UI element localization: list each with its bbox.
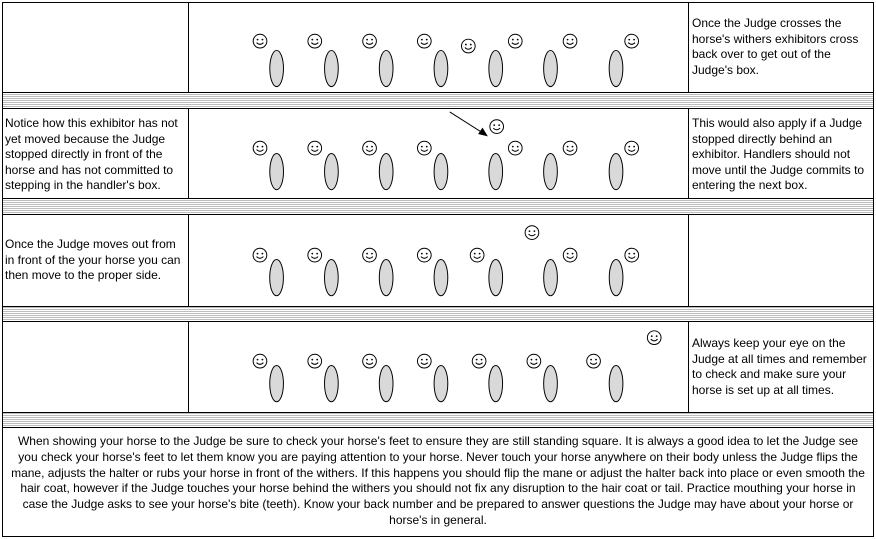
diagram-row-4 — [2, 321, 874, 413]
row-3-left-cell — [3, 215, 189, 306]
horse-icon — [270, 154, 284, 190]
row-2-diagram — [189, 109, 688, 198]
horse-icon — [489, 50, 503, 86]
row-separator — [2, 413, 874, 427]
handler-smiley-icon — [472, 354, 486, 368]
handler-smiley-icon — [563, 141, 577, 155]
row-3-diagram-svg — [189, 215, 688, 306]
row-2-diagram-svg — [189, 109, 688, 198]
horse-icon — [544, 50, 558, 86]
horse-icon — [609, 260, 623, 296]
handler-smiley-icon — [308, 141, 322, 155]
row-3-left-note: Once the Judge moves out from in front of the your horse you can then move to the proper side. — [5, 237, 181, 282]
row-4-left-cell — [3, 322, 189, 412]
handler-smiley-icon — [363, 34, 377, 48]
row-1-diagram — [189, 3, 688, 92]
horse-icon — [270, 260, 284, 296]
horse-icon — [609, 154, 623, 190]
horse-icon — [609, 50, 623, 86]
row-3-right-cell — [688, 215, 873, 306]
horse-icon — [379, 154, 393, 190]
horse-icon — [325, 260, 339, 296]
row-1-left-cell — [3, 3, 189, 92]
horse-icon — [434, 366, 448, 402]
row-separator — [2, 199, 874, 214]
row-2-left-cell — [3, 109, 189, 198]
horse-icon — [544, 260, 558, 296]
handler-smiley-icon — [417, 34, 431, 48]
handler-smiley-icon — [363, 141, 377, 155]
horse-icon — [379, 50, 393, 86]
handler-smiley-icon — [625, 141, 639, 155]
handler-smiley-icon — [470, 248, 484, 262]
bottom-note-box — [2, 427, 874, 537]
row-4-diagram-svg — [189, 322, 688, 412]
handler-smiley-icon — [253, 34, 267, 48]
row-4-diagram — [189, 322, 688, 412]
horse-icon — [609, 366, 623, 402]
horse-icon — [379, 260, 393, 296]
judge-smiley-icon — [461, 39, 475, 53]
horse-icon — [434, 260, 448, 296]
judge-smiley-icon — [647, 331, 661, 345]
row-1-right-cell — [688, 3, 873, 92]
handler-smiley-icon — [625, 34, 639, 48]
horse-icon — [379, 366, 393, 402]
row-1-diagram-svg — [189, 3, 688, 92]
horse-icon — [270, 50, 284, 86]
bottom-paragraph: When showing your horse to the Judge be sure to check your horse's feet to ensure they are still standing square. It is always a good idea to let the Judge see you check your horse's feet to let them know you are paying attention to your horse. Never touch your horse anywhere on their body unless the Judge flips the mane, adjusts the halter or rubs your horse in front of the withers. If this happens you should flip the mane or adjust the halter back into place or even smooth the hair coat, however if the Judge touches your horse behind the withers you should not fix any disruption to the hair coat or tail. Practice mouthing your horse in case the Judge asks to see your horse's bite (teeth). Know your back number and be prepared to answer questions the Judge may have about your horse or horse's in general. — [11, 434, 865, 527]
diagram-row-2 — [2, 108, 874, 199]
row-1-right-note: Once the Judge crosses the horse's withers exhibitors cross back over to get out of the Judge's box. — [692, 16, 859, 77]
handler-smiley-icon — [527, 354, 541, 368]
handler-smiley-icon — [508, 141, 522, 155]
row-3-diagram — [189, 215, 688, 306]
horse-icon — [544, 154, 558, 190]
horse-icon — [434, 154, 448, 190]
arrow-icon — [450, 112, 488, 136]
handler-smiley-icon — [563, 248, 577, 262]
handler-smiley-icon — [563, 34, 577, 48]
judge-smiley-icon — [490, 120, 504, 134]
judge-smiley-icon — [525, 226, 539, 240]
handler-smiley-icon — [508, 34, 522, 48]
handler-smiley-icon — [363, 354, 377, 368]
horse-icon — [270, 366, 284, 402]
handler-smiley-icon — [253, 141, 267, 155]
horse-icon — [434, 50, 448, 86]
row-separator — [2, 307, 874, 321]
handler-smiley-icon — [253, 248, 267, 262]
row-4-right-cell — [688, 322, 873, 412]
horse-icon — [325, 50, 339, 86]
handler-smiley-icon — [625, 248, 639, 262]
handler-smiley-icon — [253, 354, 267, 368]
handler-smiley-icon — [363, 248, 377, 262]
diagram-row-1 — [2, 2, 874, 93]
horse-icon — [325, 366, 339, 402]
row-2-left-note: Notice how this exhibitor has not yet moved because the Judge stopped directly in front of the horse and has not committed to stepping in the handler's box. — [5, 116, 178, 192]
handler-smiley-icon — [417, 248, 431, 262]
handler-smiley-icon — [417, 141, 431, 155]
handler-smiley-icon — [308, 354, 322, 368]
row-2-right-cell — [688, 109, 873, 198]
row-2-right-note: This would also apply if a Judge stopped directly behind an exhibitor. Handlers should not move until the Judge commits to entering the next box. — [692, 116, 865, 192]
handler-smiley-icon — [587, 354, 601, 368]
horse-icon — [325, 154, 339, 190]
handler-smiley-icon — [308, 248, 322, 262]
horse-icon — [544, 366, 558, 402]
handler-smiley-icon — [417, 354, 431, 368]
row-separator — [2, 93, 874, 108]
diagram-row-3 — [2, 214, 874, 307]
horse-icon — [489, 366, 503, 402]
handler-smiley-icon — [308, 34, 322, 48]
horse-icon — [489, 260, 503, 296]
row-4-right-note: Always keep your eye on the Judge at all times and remember to check and make sure your horse is set up at all times. — [692, 336, 867, 397]
horse-icon — [489, 154, 503, 190]
